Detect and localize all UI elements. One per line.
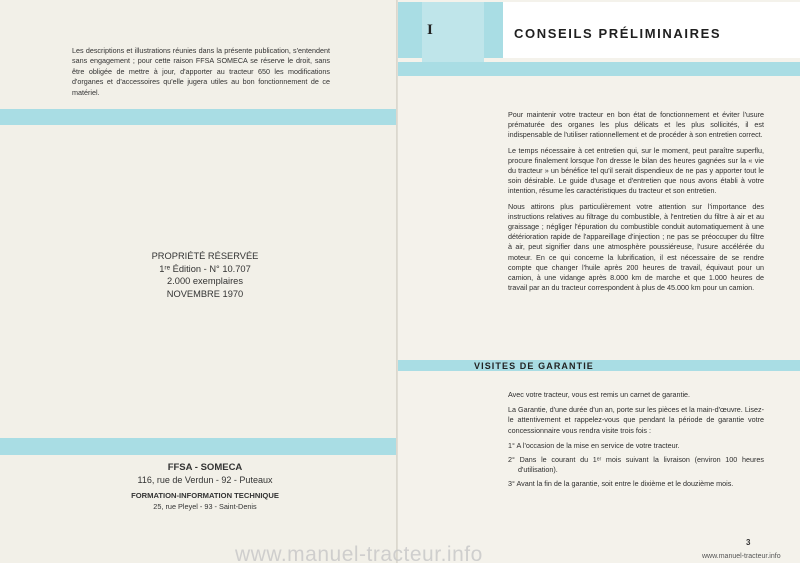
top-band [0, 109, 398, 125]
publisher-name: FFSA - SOMECA [167, 462, 243, 473]
warranty-paragraph-1: Avec votre tracteur, vous est remis un carnet de garantie. [508, 390, 691, 399]
property-line-2: 1ʳᵉ Édition - N° 10.707 [159, 263, 251, 274]
publisher-address: 116, rue de Verdun - 92 - Puteaux [137, 475, 273, 485]
watermark: www.manuel-tracteur.info [235, 543, 483, 563]
paragraph-2: Le temps nécessaire à cet entretien qui, sur le moment, peut paraître superflu, procure finalement lorsque l'on dresse le bilan des heures gagnées sur la « vie du tracteur » un bénéfice tel qu'il serait dispendieux de ne pas y apporter tout le soin désirable. Le guide d'usage et d'entretien que nous avons établi à votre intention, résume les caractéristiques du tracteur et son entretien. [508, 145, 764, 196]
bottom-band [0, 438, 398, 455]
right-page [398, 0, 800, 563]
header-underband [398, 62, 800, 76]
property-line-4: NOVEMBRE 1970 [166, 288, 244, 299]
warranty-paragraph-2: La Garantie, d'une durée d'un an, porte sur les pièces et la main-d'œuvre. Lisez-le attentivement et rappelez-vous que pendant la période de garantie votre concessionnaire vous rendra visite trois fois : [508, 405, 764, 435]
left-page [0, 0, 398, 563]
watermark-small: www.manuel-tracteur.info [702, 553, 781, 560]
property-block [120, 250, 290, 300]
publisher-block [120, 461, 290, 512]
intro-text [508, 110, 764, 298]
paragraph-3: Nous attirons plus particulièrement votre attention sur l'importance des instructions relatives au filtrage du combustible, à l'entretien du filtre à air et au graissage ; négliger l'épuration du combustible conduit automatiquement à une détérioration rapide de l'appareillage d'injection ; ne pas se préoccuper du filtre à air, peut signifier dans une atmosphère poussiéreuse, l'usure accélérée du moteur. En ce qui concerne la lubrification, il est nécessaire de se rendre compte que changer l'huile après 200 heures de travail, équivaut pour un camion, à une vidange après 8.000 km de marche et que 1.000 heures de travail par an du tracteur correspondent à plus de 45.000 km pour un camion. [508, 201, 764, 293]
chapter-title: CONSEILS PRÉLIMINAIRES [514, 26, 722, 41]
property-line-1: PROPRIÉTÉ RÉSERVÉE [151, 251, 259, 261]
section-band [398, 360, 800, 371]
paragraph-1: Pour maintenir votre tracteur en bon état de fonctionnement et éviter l'usure prématurée des organes les plus délicats et les plus sollicités, il est indispensable de l'utiliser rationnellement et de procéder à son entretien correct. [508, 110, 764, 140]
chapter-number: I [427, 22, 433, 38]
warranty-item-2: 2° Dans le courant du 1ᵉʳ mois suivant la livraison (environ 100 heures d'utilisation). [508, 455, 764, 475]
section-title: VISITES DE GARANTIE [474, 361, 594, 371]
page-number: 3 [746, 538, 751, 547]
warranty-item-3: 3° Avant la fin de la garantie, soit entre le dixième et le douzième mois. [508, 479, 734, 489]
publisher-address-2: 25, rue Pleyel - 93 - Saint-Denis [153, 502, 257, 511]
warranty-text [508, 390, 764, 494]
publisher-department: FORMATION-INFORMATION TECHNIQUE [131, 491, 279, 500]
warranty-item-1: 1° A l'occasion de la mise en service de votre tracteur. [508, 440, 680, 450]
intro-paragraph: Les descriptions et illustrations réunies dans la présente publication, s'entendent sans engagement ; pour cette raison FFSA SOMECA se réserve le droit, sans être obligée de mettre à jour, d'apporter au tracteur 650 les modifications d'organes et d'accessoires qu'elle jugera utiles au bon fonctionnement de ce matériel. [72, 46, 330, 97]
property-line-3: 2.000 exemplaires [167, 276, 243, 287]
